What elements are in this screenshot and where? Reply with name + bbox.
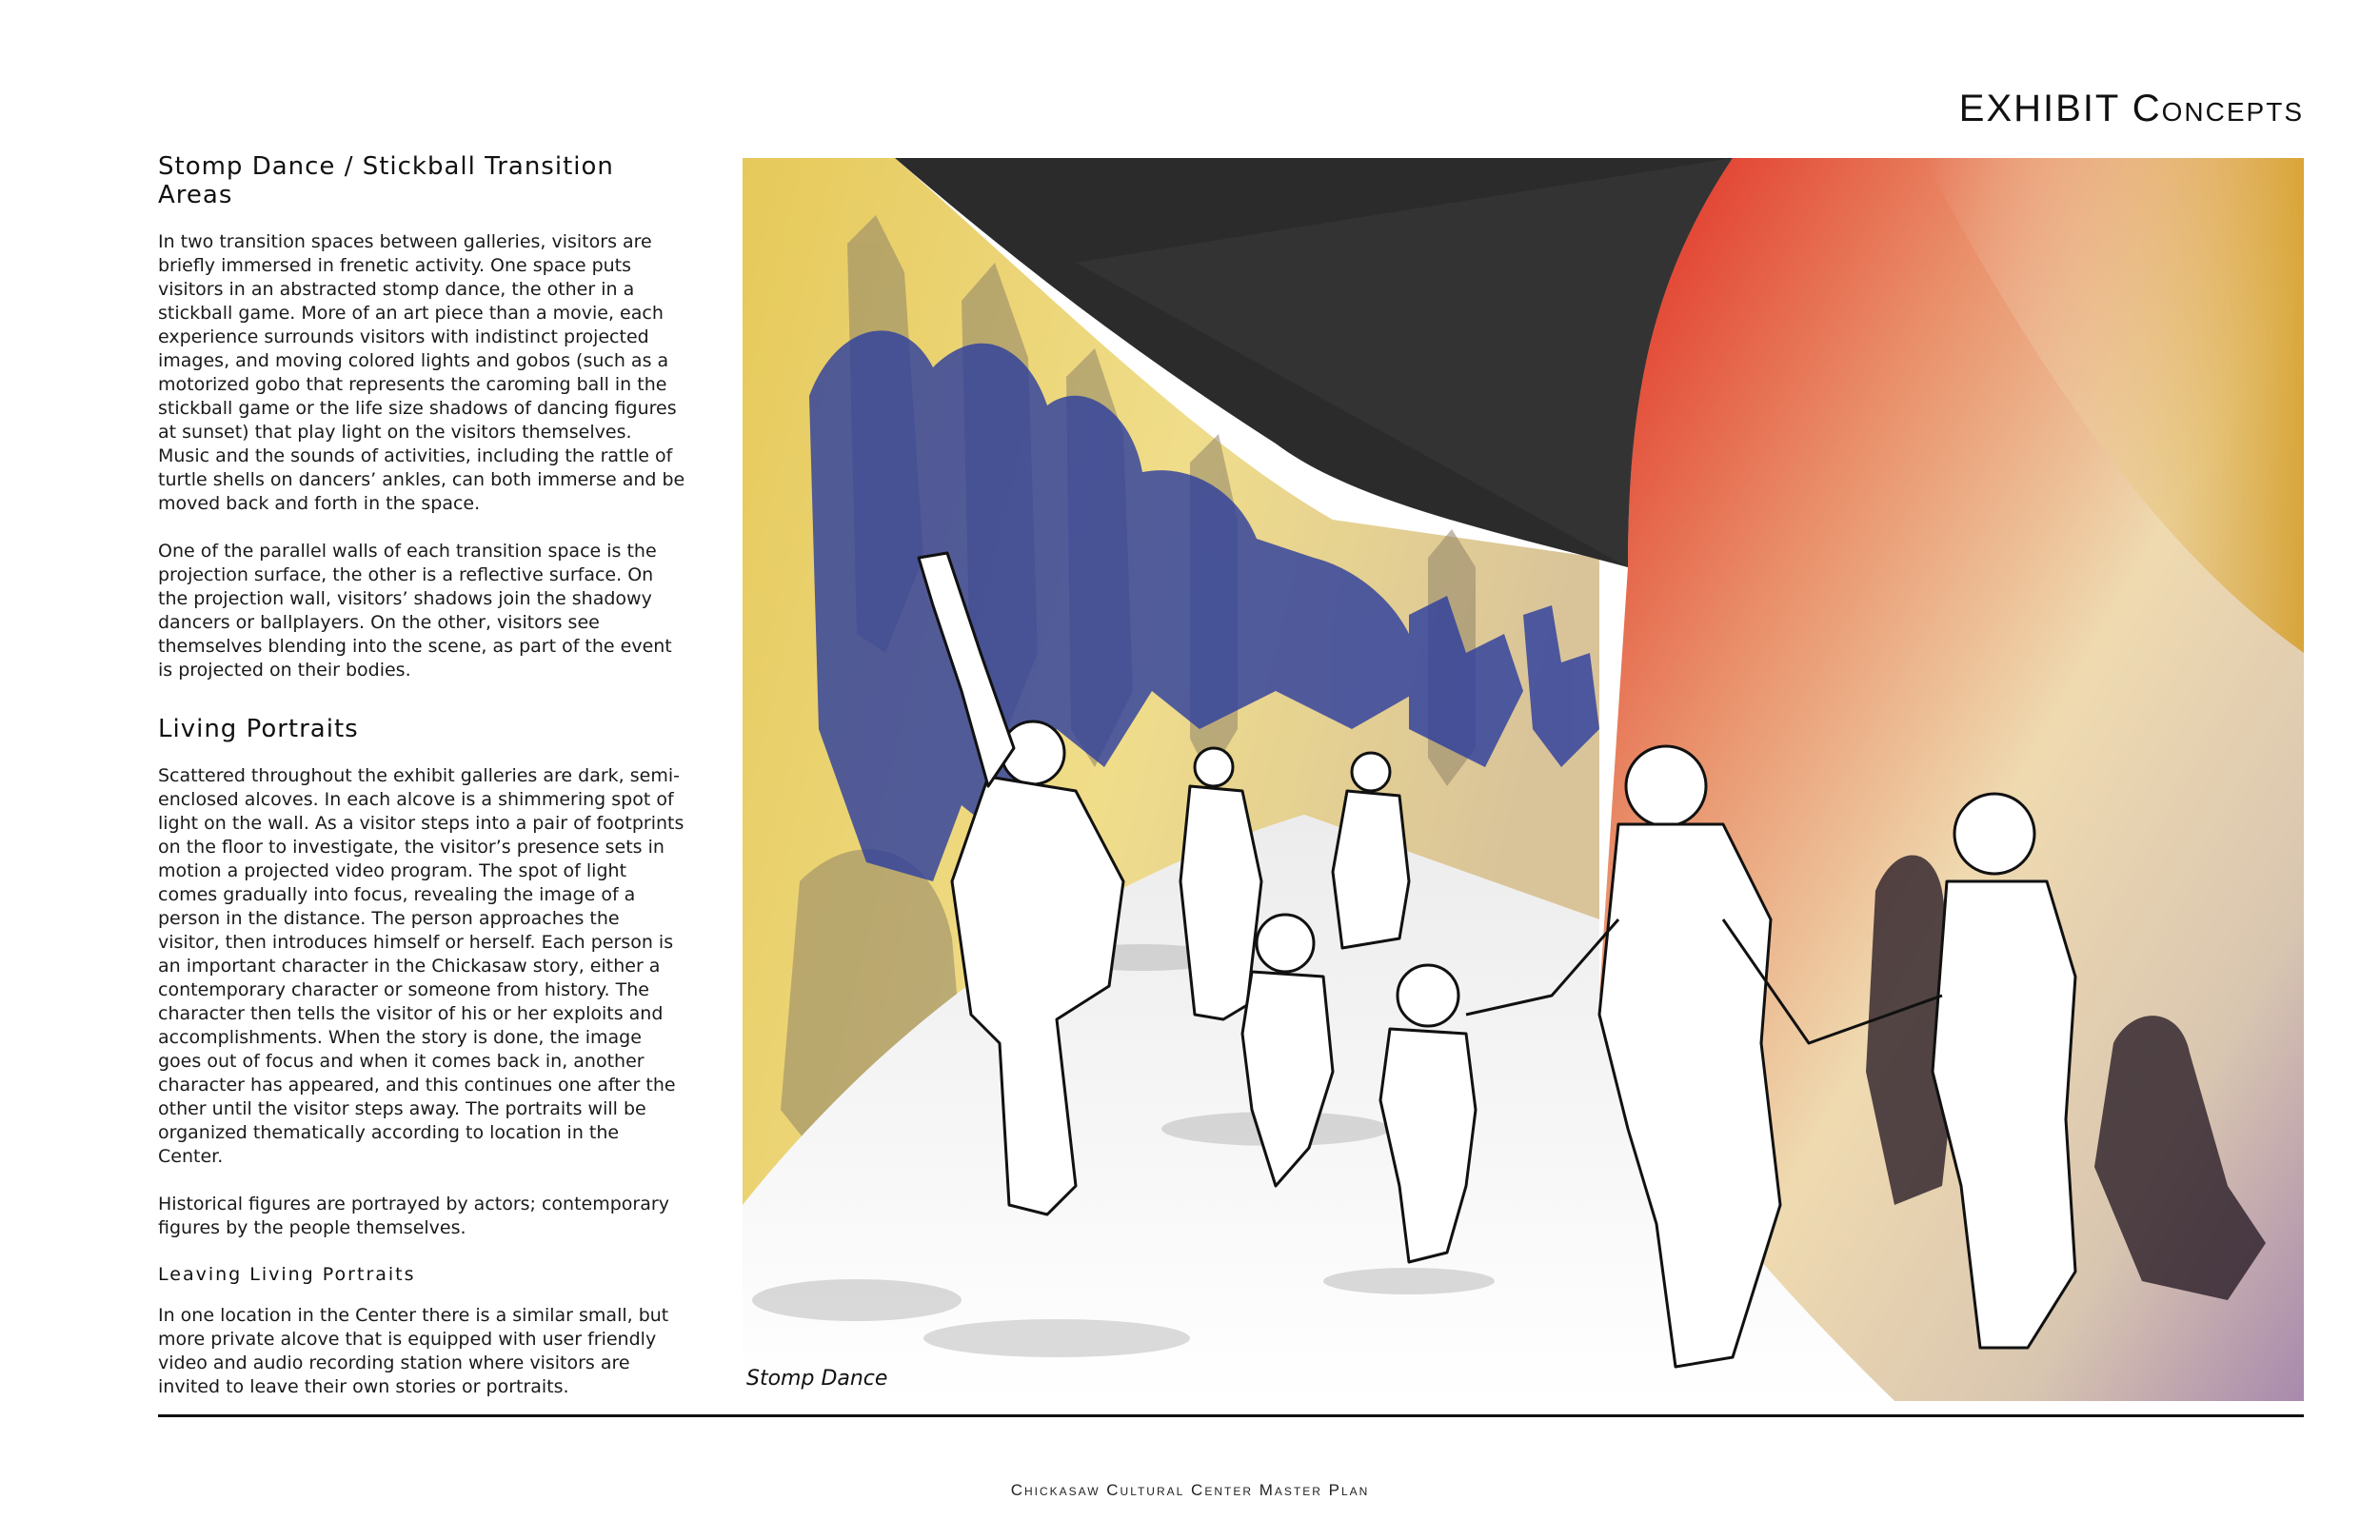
footer-rule xyxy=(158,1414,2304,1417)
text-column xyxy=(158,152,686,1423)
living-portraits-paragraph-1: Scattered throughout the exhibit galleries are dark, semi-enclosed alcoves. In each alcove is a shimmering spot of light on the wall. As a visitor steps into a pair of footprints on the floor to investigate, the visitor’s presence sets in motion a projected video program. The spot of light comes gradually into focus, revealing the image of a person in the distance. The person approaches the visitor, then introduces himself or herself. Each person is an important character in the Chickasaw story, either a contemporary character or someone from history. The character then tells the visitor of his or her exploits and accomplishments. When the story is done, the image goes out of focus and when it comes back in, another character has appeared, and this continues one after the other until the visitor steps away. The portraits will be organized thematically according to location in the Center. xyxy=(158,765,684,1167)
stomp-dance-paragraph-1: In two transition spaces between galleries, visitors are briefly immersed in frenetic activity. One space puts visitors in an abstracted stomp dance, the other in a stickball game. More of an art piece than a movie, each experience surrounds visitors with indistinct projected images, and moving colored lights and gobos (such as a motorized gobo that represents the caroming ball in the stickball game or the life size shadows of dancing figures at sunset) that play light on the visitors themselves. Music and the sounds of activities, including the rattle of turtle shells on dancers’ ankles, can both immerse and be moved back and forth in the space. xyxy=(158,231,685,514)
living-portraits-heading: Living Portraits xyxy=(158,715,359,743)
stomp-dance-illustration xyxy=(743,158,2304,1401)
stomp-dance-paragraph-2: One of the parallel walls of each transition space is the projection surface, the other is a reflective surface. On the projection wall, visitors’ shadows join the shadowy dancers or ballplayers. On the other, visitors see themselves blending into the scene, as part of the event is projected on their bodies. xyxy=(158,541,672,681)
leaving-portraits-paragraph: In one location in the Center there is a similar small, but more private alcove that is equipped with user friendly video and audio recording station where visitors are invited to leave their own stories or portraits. xyxy=(158,1305,669,1397)
leaving-portraits-heading: Leaving Living Portraits xyxy=(158,1264,416,1285)
stomp-dance-heading: Stomp Dance / Stickball Transition Areas xyxy=(158,152,614,209)
footer-text: Chickasaw Cultural Center Master Plan xyxy=(1010,1481,1370,1499)
illustration-drawing xyxy=(743,158,2304,1401)
page-title: EXHIBIT Concepts xyxy=(1958,88,2304,129)
living-portraits-paragraph-2: Historical figures are portrayed by actors; contemporary figures by the people themselves. xyxy=(158,1194,669,1238)
illustration-caption: Stomp Dance xyxy=(746,1367,888,1391)
